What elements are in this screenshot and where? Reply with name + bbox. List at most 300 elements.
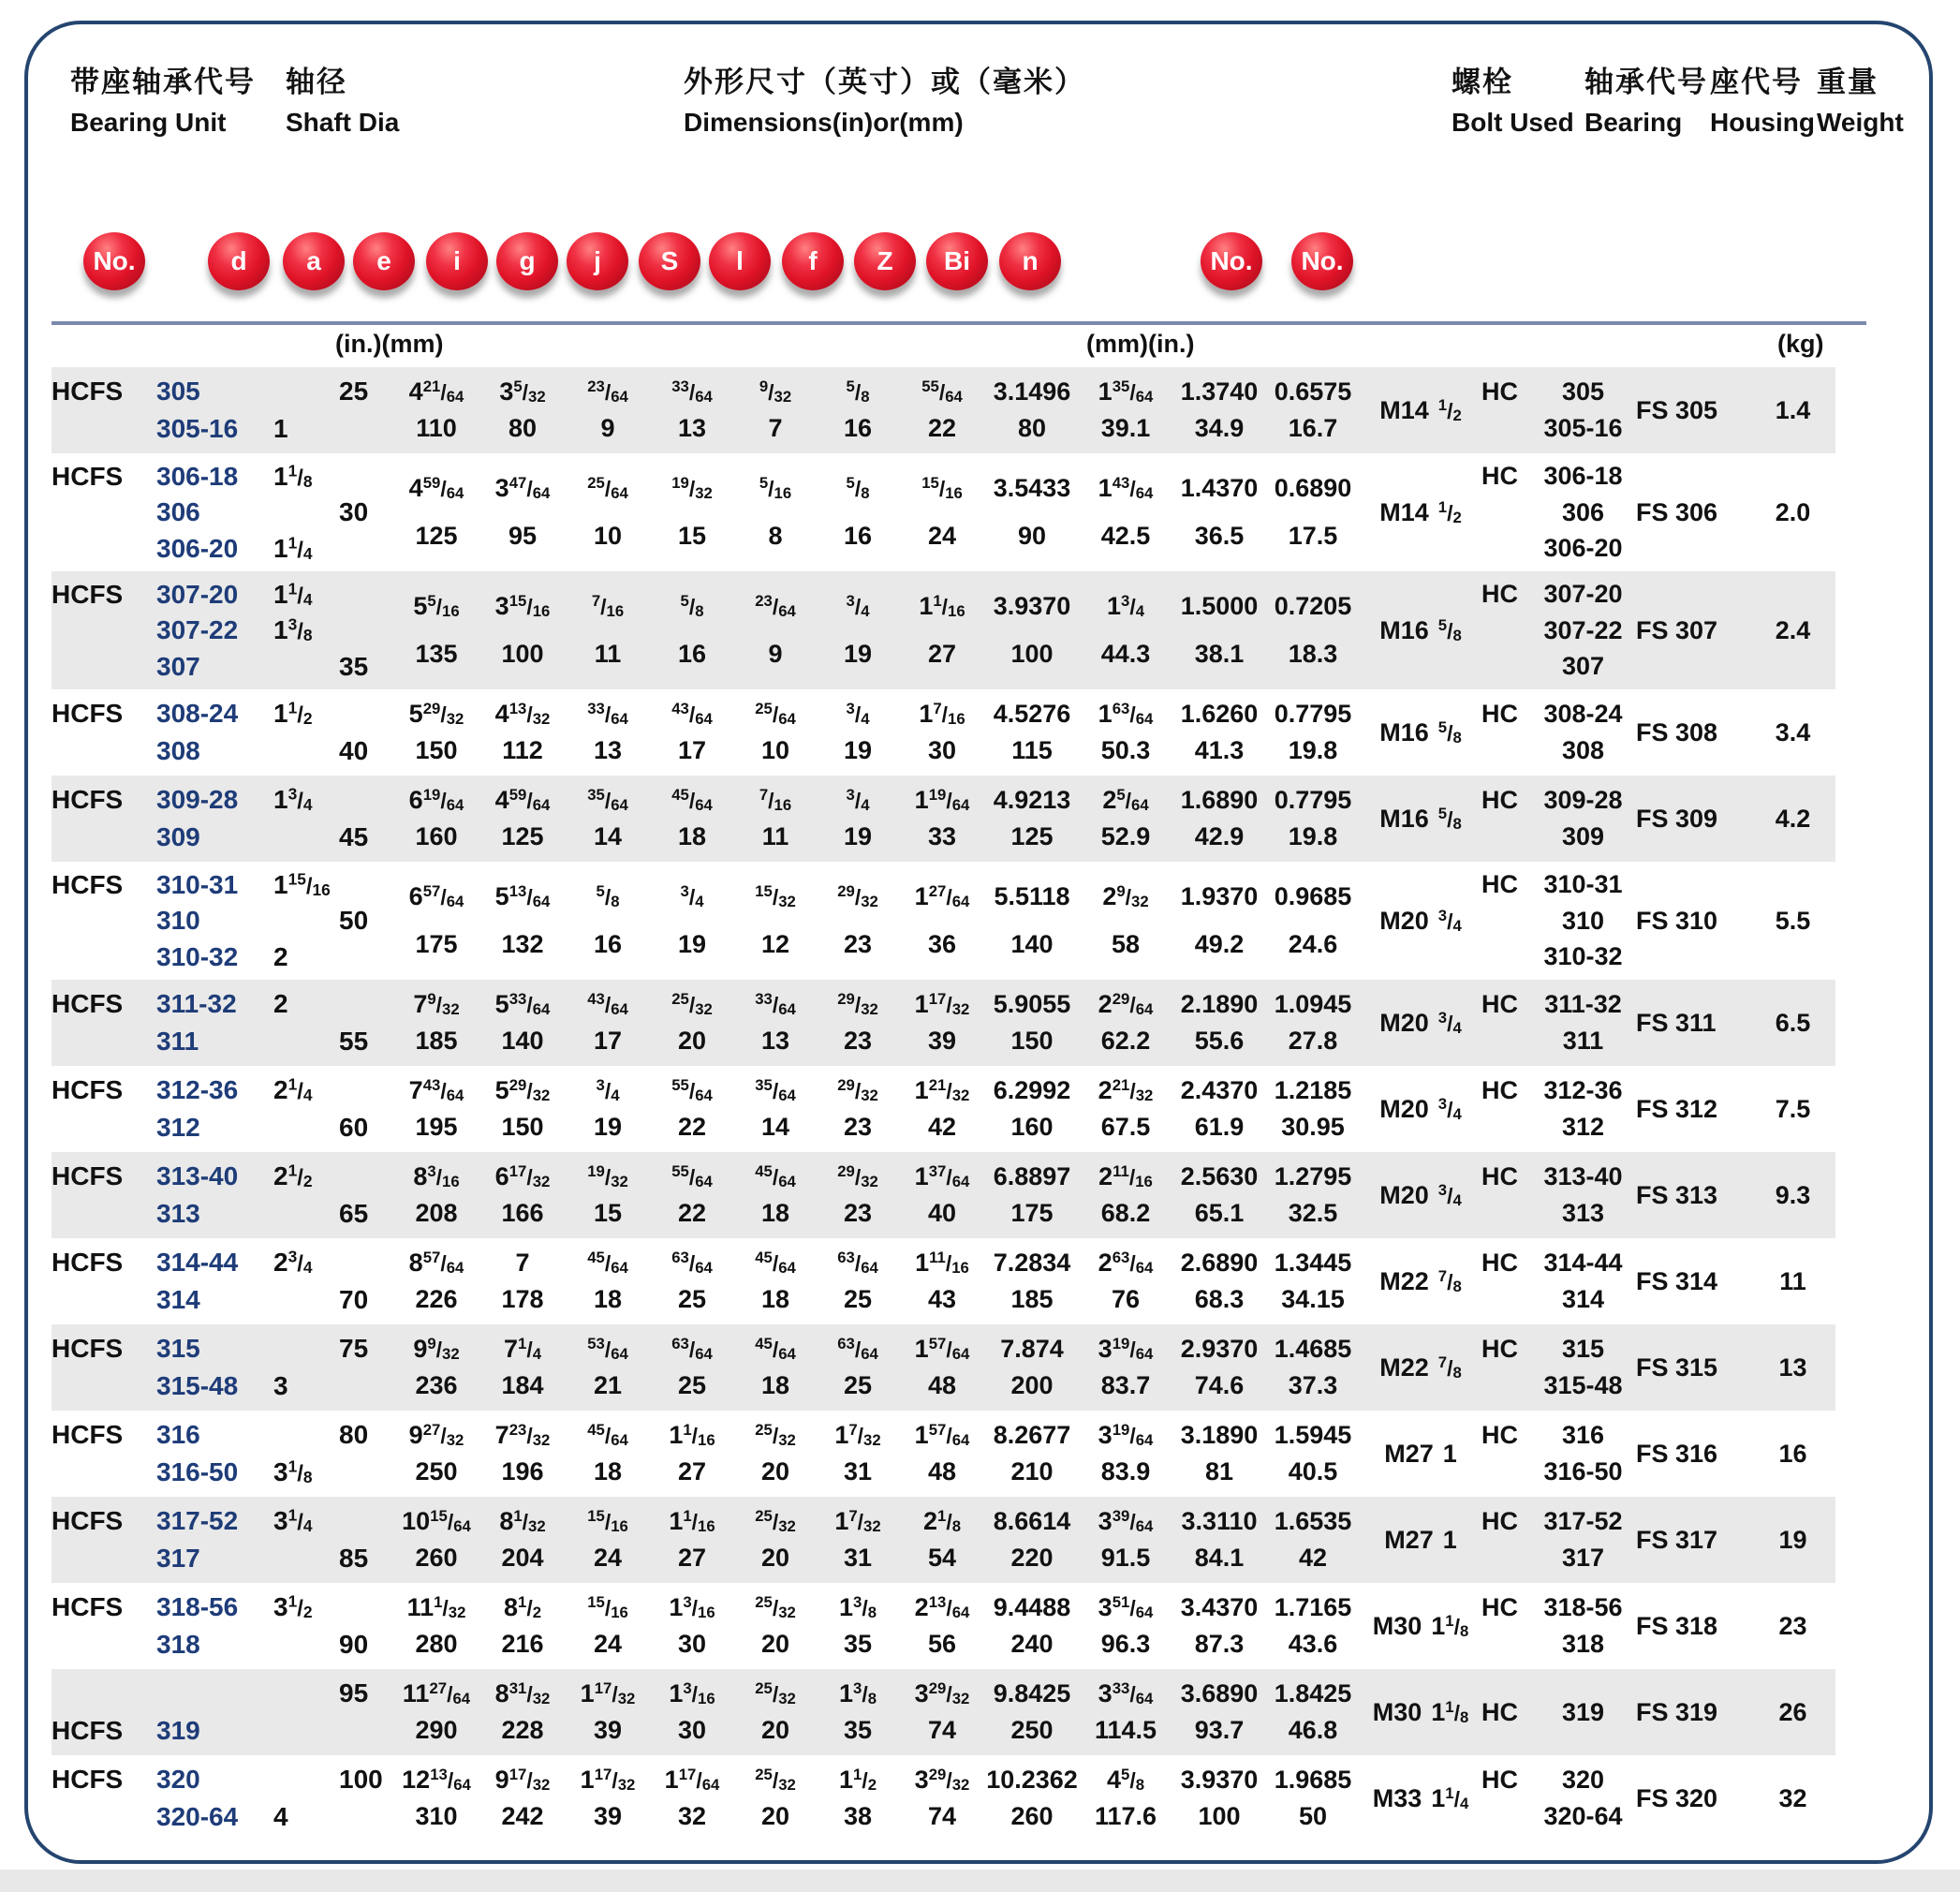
bearing-line	[1481, 1697, 1636, 1726]
dim-f-in: 9.4488	[993, 1592, 1071, 1621]
bolt-size: M30	[1372, 1611, 1422, 1640]
dim-i-in: $^5/_8$	[596, 881, 620, 910]
shaft-dia-in: $1^1/_2$	[273, 698, 313, 729]
bearing-line	[1481, 497, 1636, 526]
bolt-inch: $^3/_4$	[1437, 1180, 1462, 1209]
dim-g-mm: 13	[677, 414, 707, 443]
model-line	[52, 651, 393, 681]
dim-f-mm: 200	[1010, 1371, 1054, 1400]
bearing-number: 315	[1561, 1334, 1605, 1363]
dim-Z-in: $1^{35}/_{64}$	[1098, 377, 1154, 406]
dim-S-mm: 31	[843, 1457, 873, 1486]
bearing-line	[1481, 1161, 1636, 1190]
table-row-311	[52, 980, 1835, 1066]
dim-S-in: $^5/_8$	[846, 473, 870, 502]
dim-l-in: $3^{29}/_{32}$	[914, 1678, 970, 1707]
weight-value: 19	[1778, 1525, 1807, 1554]
dim-n-in: 1.0945	[1274, 989, 1352, 1018]
dim-i-in: $^{19}/_{32}$	[587, 1161, 628, 1190]
dim-i-in: $^{45}/_{64}$	[587, 1248, 628, 1277]
dim-f-mm: 125	[1010, 822, 1054, 851]
dim-i-in: $^{33}/_{64}$	[587, 699, 628, 728]
dim-Z-mm: 52.9	[1100, 822, 1151, 851]
model-number: 318-56	[156, 1592, 239, 1621]
dim-i-cell	[566, 1411, 650, 1497]
column-badge-f: f	[782, 232, 844, 290]
dim-a-in: $8^3/_{16}$	[413, 1161, 460, 1190]
dim-a-in: $9^9/_{32}$	[413, 1334, 460, 1363]
housing-number: FS 312	[1636, 1094, 1718, 1123]
weight-value: 4.2	[1775, 804, 1811, 833]
header-shaft-dia	[286, 58, 399, 138]
dim-e-mm: 204	[501, 1544, 544, 1573]
bearing-number: 306	[1561, 497, 1605, 526]
dim-Bi-mm: 36.5	[1194, 522, 1245, 550]
dim-a-cell	[393, 689, 479, 776]
bolt-inch: $1^1/_8$	[1431, 1611, 1469, 1640]
dim-g-in: $1^1/_{16}$	[669, 1420, 715, 1449]
housing-cell	[1636, 689, 1753, 776]
dim-a-in: $12^{13}/_{64}$	[402, 1765, 471, 1794]
housing-number: FS 313	[1636, 1180, 1718, 1209]
header-shaft-dia-zh: 轴径	[286, 66, 347, 98]
dim-g-cell	[650, 1583, 734, 1669]
model-prefix: HCFS	[52, 1075, 124, 1104]
dim-e-mm: 140	[501, 1027, 544, 1056]
dim-a-mm: 236	[415, 1371, 458, 1400]
dim-Bi-cell	[1172, 1066, 1266, 1152]
model-number: 305-16	[156, 414, 239, 443]
dim-n-in: 1.6535	[1274, 1506, 1352, 1535]
dim-n-mm: 19.8	[1288, 822, 1338, 851]
dim-Z-cell	[1079, 1669, 1172, 1755]
dim-a-cell	[393, 453, 479, 571]
dim-Bi-cell	[1172, 453, 1266, 571]
dim-j-mm: 20	[760, 1630, 790, 1659]
dim-g-in: $1^{17}/_{64}$	[664, 1765, 720, 1794]
shaft-dia-in: $3^1/_4$	[273, 1505, 313, 1536]
dim-f-in: 4.5276	[993, 699, 1071, 728]
dim-g-cell	[650, 367, 734, 453]
dim-a-in: $10^{15}/_{64}$	[402, 1506, 471, 1535]
bearing-prefix: HC	[1481, 699, 1518, 728]
dim-g-cell	[650, 1238, 734, 1324]
dim-n-in: 1.8425	[1274, 1678, 1352, 1707]
model-number: 315	[156, 1334, 200, 1363]
bolt-cell	[1360, 1411, 1481, 1497]
dim-i-cell	[566, 689, 650, 776]
dim-l-mm: 36	[927, 930, 957, 958]
bearing-number: 314	[1561, 1285, 1605, 1314]
dim-l-cell	[899, 1411, 985, 1497]
header-bearing-code-en: Bearing	[1584, 108, 1683, 137]
dim-S-cell	[817, 1238, 899, 1324]
dim-e-mm: 150	[501, 1113, 544, 1142]
dim-g-mm: 25	[677, 1371, 707, 1400]
dim-S-cell	[817, 862, 899, 980]
dim-e-in: $3^5/_{32}$	[499, 377, 546, 406]
dim-f-in: 9.8425	[993, 1678, 1071, 1707]
bearing-line	[1481, 464, 1636, 489]
model-line	[52, 532, 393, 563]
dim-e-cell	[479, 1066, 566, 1152]
model-line	[52, 378, 393, 405]
bearing-prefix: HC	[1481, 870, 1518, 899]
dim-g-cell	[650, 1411, 734, 1497]
dim-i-cell	[566, 1669, 650, 1755]
dim-l-cell	[899, 776, 985, 862]
model-line	[52, 1591, 393, 1622]
dim-l-cell	[899, 571, 985, 689]
bearing-cell	[1481, 862, 1636, 980]
model-shaft-cell	[52, 1152, 393, 1238]
dim-g-in: $^{55}/_{64}$	[671, 1075, 713, 1104]
model-line	[52, 1545, 393, 1572]
dim-i-mm: 24	[593, 1630, 623, 1659]
dim-e-mm: 125	[501, 822, 544, 851]
bolt-size: M27	[1384, 1525, 1434, 1554]
header-weight	[1817, 58, 1904, 138]
dim-S-in: $^{63}/_{64}$	[837, 1248, 878, 1277]
dim-e-in: $4^{59}/_{64}$	[494, 785, 551, 814]
model-shaft-cell	[52, 862, 393, 980]
model-shaft-cell	[52, 776, 393, 862]
dim-i-mm: 10	[593, 522, 623, 550]
dim-g-cell	[650, 980, 734, 1066]
dim-Z-mm: 67.5	[1100, 1113, 1151, 1142]
bearing-line	[1481, 1592, 1636, 1621]
model-shaft-cell	[52, 1497, 393, 1583]
dim-j-in: $^{25}/_{32}$	[755, 1506, 796, 1535]
dim-e-mm: 166	[501, 1199, 544, 1228]
dim-a-cell	[393, 1497, 479, 1583]
housing-number: FS 306	[1636, 497, 1718, 526]
dim-j-mm: 14	[760, 1113, 790, 1142]
bearing-line	[1481, 582, 1636, 607]
weight-cell	[1753, 571, 1833, 689]
dim-Bi-in: 3.4370	[1180, 1592, 1259, 1621]
dim-i-in: $^7/_{16}$	[591, 591, 625, 620]
table-row-307	[52, 571, 1835, 689]
dim-e-in: $5^{29}/_{32}$	[494, 1075, 551, 1104]
bearing-line	[1481, 1373, 1636, 1398]
shaft-dia-mm: 90	[339, 1630, 369, 1659]
column-badge-g: g	[496, 232, 558, 290]
bolt-cell	[1360, 1066, 1481, 1152]
bearing-number: 309-28	[1543, 785, 1623, 814]
model-prefix: HCFS	[52, 1334, 124, 1363]
bearing-line	[1481, 1250, 1636, 1276]
dim-i-cell	[566, 1066, 650, 1152]
dim-i-mm: 21	[593, 1371, 623, 1400]
dim-a-cell	[393, 571, 479, 689]
dim-f-mm: 80	[1017, 414, 1047, 443]
weight-cell	[1753, 1324, 1833, 1411]
dim-f-in: 6.8897	[993, 1161, 1071, 1190]
dim-Z-cell	[1079, 1066, 1172, 1152]
dim-Z-mm: 42.5	[1100, 522, 1151, 550]
bearing-number: 313	[1561, 1199, 1605, 1228]
dim-Bi-cell	[1172, 571, 1266, 689]
dim-Z-mm: 117.6	[1094, 1802, 1157, 1831]
housing-cell	[1636, 980, 1753, 1066]
dim-Bi-mm: 34.9	[1194, 414, 1245, 443]
dim-n-mm: 24.6	[1288, 930, 1338, 958]
bearing-number: 320-64	[1543, 1802, 1623, 1831]
header-bearing-code-zh: 轴承代号	[1584, 66, 1708, 98]
dim-e-in: 7	[515, 1248, 530, 1277]
column-badge-a: a	[283, 232, 345, 290]
dim-Bi-cell	[1172, 1152, 1266, 1238]
dim-Z-mm: 44.3	[1100, 640, 1151, 668]
dim-a-cell	[393, 1583, 479, 1669]
bearing-line	[1481, 379, 1636, 405]
dim-n-mm: 40.5	[1288, 1457, 1338, 1486]
dim-f-cell	[985, 1669, 1079, 1755]
model-line	[52, 868, 393, 899]
dim-Z-cell	[1079, 1755, 1172, 1841]
dim-i-in: $^{15}/_{16}$	[587, 1592, 628, 1621]
model-line	[52, 1201, 393, 1227]
dim-e-cell	[479, 1152, 566, 1238]
dim-g-in: $^{43}/_{64}$	[671, 699, 713, 728]
dim-Bi-in: 2.1890	[1180, 989, 1259, 1018]
bearing-line	[1481, 906, 1636, 935]
dim-Z-in: $4^5/_8$	[1106, 1765, 1145, 1794]
dim-a-mm: 290	[415, 1716, 458, 1745]
column-badge-No: No.	[83, 232, 145, 290]
dim-l-in: $1^{19}/_{64}$	[914, 785, 970, 814]
bolt-size: M22	[1379, 1266, 1429, 1295]
column-badge-n: n	[999, 232, 1061, 290]
dim-n-mm: 42	[1298, 1544, 1328, 1573]
dim-j-mm: 8	[768, 522, 783, 550]
dim-Bi-in: 2.4370	[1180, 1075, 1259, 1104]
dim-n-mm: 50	[1298, 1802, 1328, 1831]
model-prefix: HCFS	[52, 989, 124, 1018]
bolt-size: M20	[1379, 1094, 1429, 1123]
model-line	[52, 1074, 393, 1105]
dim-Z-in: $3^{33}/_{64}$	[1098, 1678, 1154, 1707]
model-number: 314-44	[156, 1248, 239, 1277]
bearing-number: 310	[1561, 906, 1605, 935]
dim-f-mm: 250	[1010, 1716, 1054, 1745]
dim-e-in: $7^1/_4$	[503, 1334, 542, 1363]
dim-e-mm: 132	[501, 930, 544, 958]
dim-i-mm: 39	[593, 1716, 623, 1745]
bearing-cell	[1481, 1583, 1636, 1669]
table-row-308	[52, 689, 1835, 776]
dim-n-mm: 37.3	[1288, 1371, 1338, 1400]
dim-l-mm: 54	[927, 1544, 957, 1573]
dim-i-in: $^{25}/_{64}$	[587, 473, 628, 502]
housing-number: FS 305	[1636, 395, 1718, 424]
dim-S-in: $^3/_4$	[846, 785, 870, 814]
weight-value: 3.4	[1775, 717, 1811, 746]
dim-e-cell	[479, 689, 566, 776]
dim-Bi-cell	[1172, 862, 1266, 980]
model-line	[52, 1115, 393, 1141]
model-line	[52, 460, 393, 491]
dim-n-cell	[1266, 571, 1360, 689]
header-housing-code-zh: 座代号	[1710, 66, 1803, 98]
dim-l-in: $1^7/_{16}$	[919, 699, 965, 728]
dim-l-mm: 30	[927, 736, 957, 765]
dim-Bi-cell	[1172, 1669, 1266, 1755]
bolt-cell	[1360, 1583, 1481, 1669]
dim-f-cell	[985, 1066, 1079, 1152]
dim-Bi-cell	[1172, 1497, 1266, 1583]
bolt-cell	[1360, 1669, 1481, 1755]
bolt-cell	[1360, 980, 1481, 1066]
dim-n-mm: 16.7	[1288, 414, 1338, 443]
weight-cell	[1753, 776, 1833, 862]
dim-n-mm: 30.95	[1281, 1113, 1345, 1142]
dim-a-cell	[393, 1755, 479, 1841]
bearing-cell	[1481, 1497, 1636, 1583]
dim-g-cell	[650, 862, 734, 980]
dim-i-in: $1^{17}/_{32}$	[580, 1765, 636, 1794]
bearing-prefix: HC	[1481, 1248, 1518, 1277]
housing-cell	[1636, 1238, 1753, 1324]
dim-g-mm: 27	[677, 1457, 707, 1486]
model-prefix: HCFS	[52, 1592, 124, 1621]
bolt-cell	[1360, 1755, 1481, 1841]
dim-a-in: $4^{59}/_{64}$	[408, 473, 464, 502]
dim-Z-mm: 58	[1111, 930, 1141, 958]
bolt-cell	[1360, 367, 1481, 453]
dim-j-in: $^{25}/_{32}$	[755, 1420, 796, 1449]
bearing-prefix: HC	[1481, 1334, 1518, 1363]
bolt-inch: $^1/_2$	[1437, 395, 1462, 424]
dim-a-mm: 310	[415, 1802, 458, 1831]
dim-e-mm: 196	[501, 1457, 544, 1486]
housing-number: FS 319	[1636, 1697, 1718, 1726]
weight-cell	[1753, 1583, 1833, 1669]
bearing-line	[1481, 872, 1636, 897]
bearing-cell	[1481, 1411, 1636, 1497]
dim-Z-in: $2^9/_{32}$	[1102, 881, 1149, 910]
dim-j-mm: 18	[760, 1199, 790, 1228]
dim-i-cell	[566, 1583, 650, 1669]
dim-n-in: 0.6575	[1274, 377, 1352, 406]
table-row-309	[52, 776, 1835, 862]
bearing-line	[1481, 1459, 1636, 1485]
dim-S-cell	[817, 1497, 899, 1583]
dim-f-cell	[985, 776, 1079, 862]
header-dimensions	[684, 58, 1085, 138]
dim-g-cell	[650, 1669, 734, 1755]
model-line	[52, 1249, 393, 1276]
dim-e-in: $5^{13}/_{64}$	[494, 881, 551, 910]
dim-Bi-cell	[1172, 776, 1266, 862]
dim-Z-mm: 76	[1111, 1285, 1141, 1314]
dim-i-in: $1^{17}/_{32}$	[580, 1678, 636, 1707]
model-prefix: HCFS	[52, 699, 124, 728]
dim-f-in: 3.5433	[993, 474, 1071, 502]
dim-g-cell	[650, 689, 734, 776]
bearing-number: 310-32	[1543, 941, 1623, 970]
dim-a-in: $4^{21}/_{64}$	[408, 377, 464, 406]
shaft-dia-mm: 60	[339, 1113, 369, 1142]
dim-j-mm: 10	[760, 736, 790, 765]
dim-g-mm: 22	[677, 1113, 707, 1142]
model-number: 315-48	[156, 1371, 239, 1400]
dim-g-mm: 16	[677, 640, 707, 668]
model-line	[52, 908, 393, 934]
housing-cell	[1636, 776, 1753, 862]
dim-e-in: $8^1/_2$	[503, 1592, 542, 1621]
dim-l-mm: 40	[927, 1199, 957, 1228]
dim-S-mm: 25	[843, 1285, 873, 1314]
dim-g-mm: 30	[677, 1716, 707, 1745]
dim-n-cell	[1266, 1238, 1360, 1324]
weight-cell	[1753, 1238, 1833, 1324]
bolt-size: M16	[1379, 717, 1429, 746]
dim-n-cell	[1266, 1152, 1360, 1238]
header-bearing-unit-en: Bearing Unit	[70, 108, 227, 137]
dim-j-in: $^{35}/_{64}$	[755, 1075, 796, 1104]
dim-g-cell	[650, 571, 734, 689]
dim-Z-in: $1^{63}/_{64}$	[1098, 699, 1154, 728]
dim-a-cell	[393, 980, 479, 1066]
bolt-inch: $^5/_8$	[1437, 615, 1462, 644]
bearing-line	[1481, 1201, 1636, 1226]
dim-e-cell	[479, 1324, 566, 1411]
table-row-320	[52, 1755, 1835, 1841]
column-badge-No: No.	[1201, 232, 1262, 290]
dim-n-cell	[1266, 1324, 1360, 1411]
bolt-inch: $1^1/_8$	[1431, 1697, 1469, 1726]
dim-Bi-in: 2.9370	[1180, 1334, 1259, 1363]
dim-Z-in: $1^3/_4$	[1106, 591, 1145, 620]
model-number: 319	[156, 1716, 200, 1745]
dim-Bi-in: 3.3110	[1181, 1506, 1258, 1535]
bearing-number: 307	[1561, 651, 1605, 680]
dim-i-cell	[566, 980, 650, 1066]
shaft-dia-in: 2	[273, 989, 288, 1018]
dim-l-cell	[899, 1152, 985, 1238]
bolt-size: M14	[1379, 497, 1429, 526]
bearing-cell	[1481, 367, 1636, 453]
bearing-line	[1481, 651, 1636, 680]
bearing-line	[1481, 1506, 1636, 1535]
shaft-dia-in: $1^1/_4$	[273, 532, 313, 563]
dim-j-in: $^{25}/_{32}$	[755, 1678, 796, 1707]
model-shaft-cell	[52, 571, 393, 689]
bearing-number: 312-36	[1543, 1075, 1623, 1104]
dim-f-in: 7.874	[1000, 1334, 1064, 1363]
bearing-line	[1481, 615, 1636, 644]
bearing-line	[1481, 738, 1636, 763]
dim-n-cell	[1266, 689, 1360, 776]
shaft-dia-in: $3^1/_2$	[273, 1591, 313, 1622]
dim-n-mm: 17.5	[1288, 522, 1338, 550]
model-prefix: HCFS	[52, 1161, 124, 1190]
dim-j-in: $^{25}/_{32}$	[755, 1765, 796, 1794]
dim-g-mm: 32	[677, 1802, 707, 1831]
model-number: 320-64	[156, 1802, 239, 1831]
dim-Z-mm: 91.5	[1100, 1544, 1151, 1573]
dim-l-in: $3^{29}/_{32}$	[914, 1765, 970, 1794]
units-left-label: (in.)(mm)	[335, 330, 444, 358]
dim-S-cell	[817, 453, 899, 571]
dim-l-cell	[899, 453, 985, 571]
dim-l-in: $1^{17}/_{32}$	[914, 989, 970, 1018]
shaft-dia-in: $2^1/_2$	[273, 1160, 313, 1191]
dim-Z-cell	[1079, 571, 1172, 689]
dim-S-in: $^5/_8$	[846, 377, 870, 406]
